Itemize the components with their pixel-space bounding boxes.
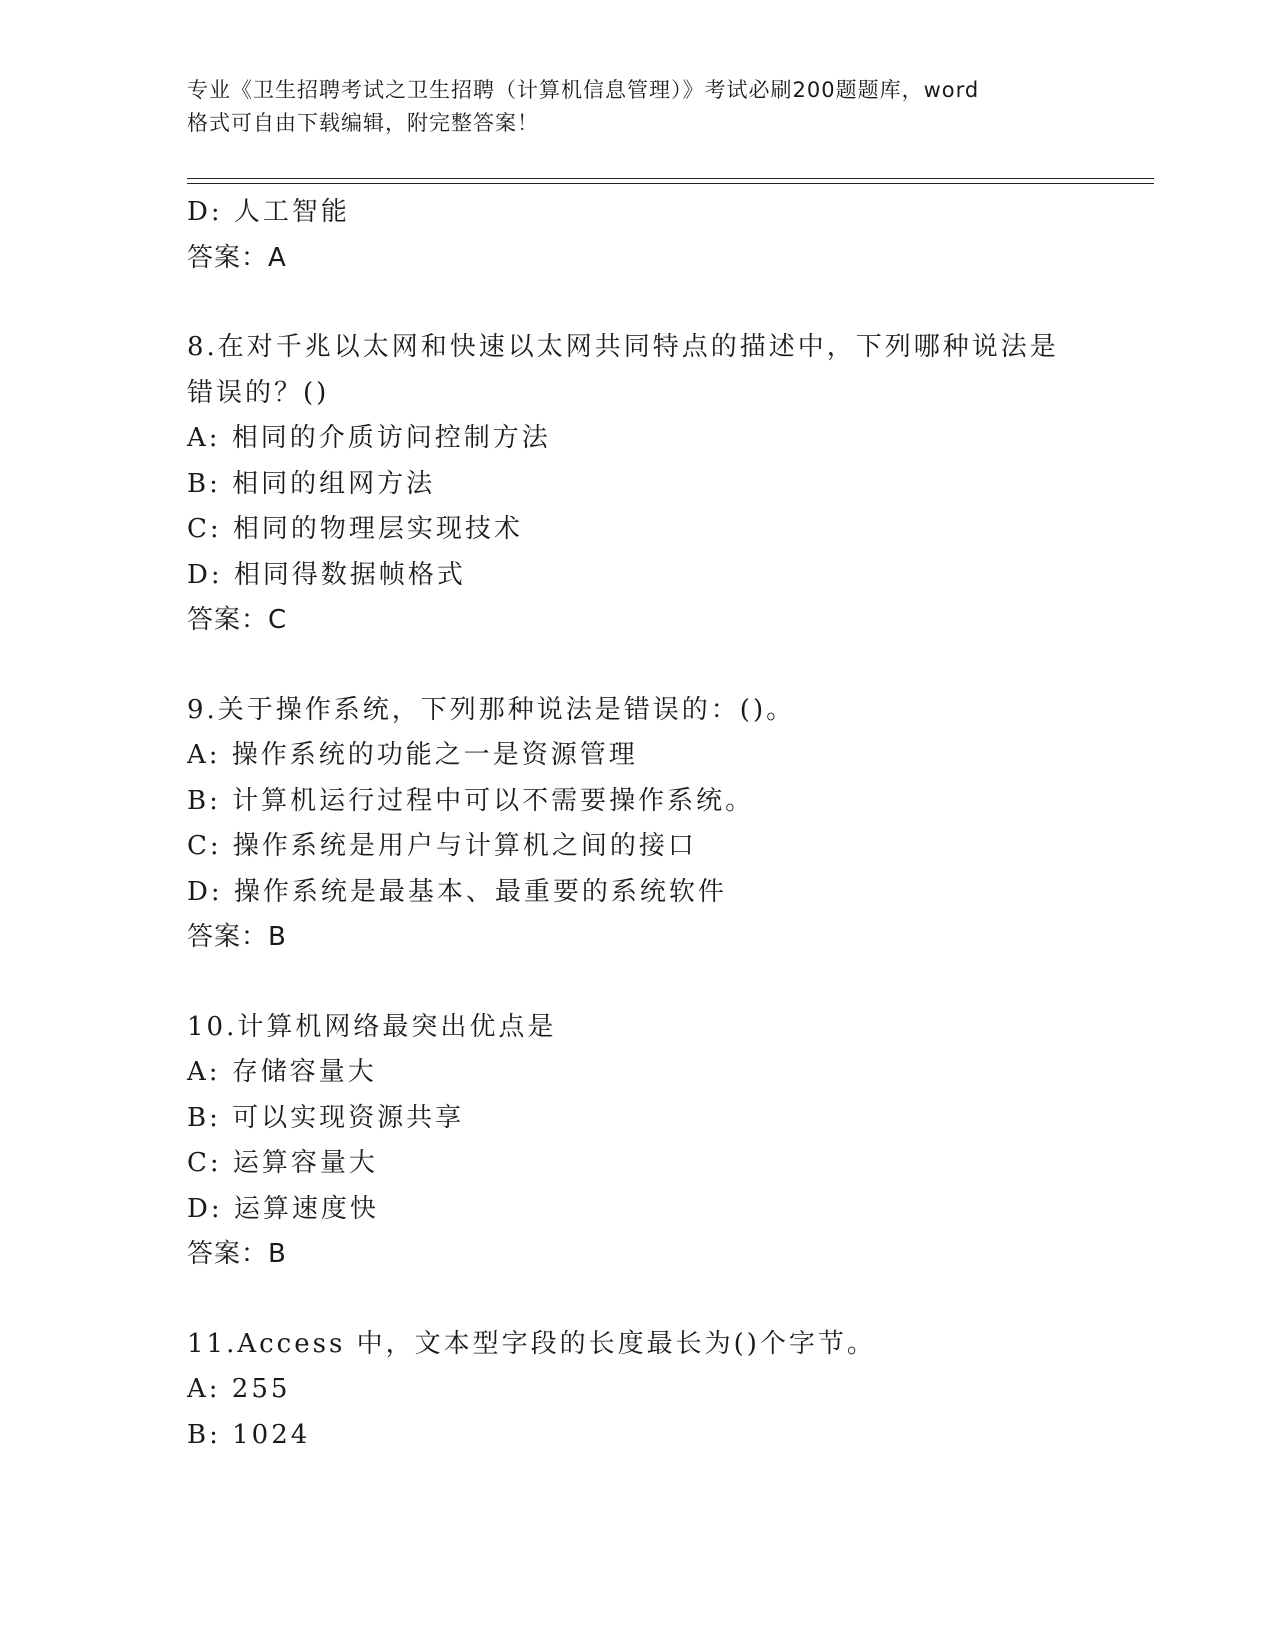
q9-stem: 9.关于操作系统，下列那种说法是错误的：()。: [187, 694, 796, 725]
spacer: [187, 961, 1087, 1005]
question-9: [187, 688, 1087, 961]
question-7-tail: [187, 190, 1087, 281]
q8-answer: 答案：C: [187, 605, 288, 635]
q7-option-d: D: 人工智能: [187, 197, 350, 227]
question-11: [187, 1322, 1087, 1459]
q7-answer: 答案：A: [187, 242, 287, 273]
question-list: [187, 190, 1087, 1458]
q10-option-b: B: 可以实现资源共享: [187, 1102, 465, 1133]
q10-option-d: D: 运算速度快: [187, 1193, 379, 1224]
q9-answer: 答案：B: [187, 922, 287, 952]
header-line-1: 专业《卫生招聘考试之卫生招聘（计算机信息管理）》考试必刷200题题库，word: [187, 78, 980, 102]
spacer: [187, 281, 1087, 325]
q8-stem-line-2: 错误的？(): [187, 377, 330, 408]
spacer: [187, 644, 1087, 688]
header-rule-top: [187, 178, 1154, 179]
document-header: [187, 74, 1087, 140]
q9-option-b: B: 计算机运行过程中可以不需要操作系统。: [187, 785, 755, 816]
q9-option-a: A: 操作系统的功能之一是资源管理: [187, 740, 638, 770]
q11-option-a: A: 255: [187, 1374, 291, 1404]
question-10: [187, 1005, 1087, 1278]
spacer: [187, 1278, 1087, 1322]
q11-stem: 11.Access 中，文本型字段的长度最长为()个字节。: [187, 1328, 876, 1359]
header-line-2: 格式可自由下载编辑，附完整答案！: [187, 111, 539, 135]
q9-option-d: D: 操作系统是最基本、最重要的系统软件: [187, 876, 727, 907]
q10-answer: 答案：B: [187, 1239, 287, 1269]
q8-option-a: A: 相同的介质访问控制方法: [187, 423, 551, 453]
q11-option-b: B: 1024: [187, 1419, 311, 1450]
q10-stem: 10.计算机网络最突出优点是: [187, 1011, 557, 1042]
q8-option-d: D: 相同得数据帧格式: [187, 559, 466, 590]
question-8: [187, 325, 1087, 644]
q10-option-c: C: 运算容量大: [187, 1148, 378, 1178]
q8-stem-line-1: 8.在对千兆以太网和快速以太网共同特点的描述中，下列哪种说法是: [187, 332, 1059, 362]
q9-option-c: C: 操作系统是用户与计算机之间的接口: [187, 831, 697, 861]
q8-option-b: B: 相同的组网方法: [187, 468, 436, 499]
q10-option-a: A: 存储容量大: [187, 1057, 377, 1087]
header-rule-bottom: [187, 183, 1154, 184]
q8-option-c: C: 相同的物理层实现技术: [187, 514, 523, 544]
